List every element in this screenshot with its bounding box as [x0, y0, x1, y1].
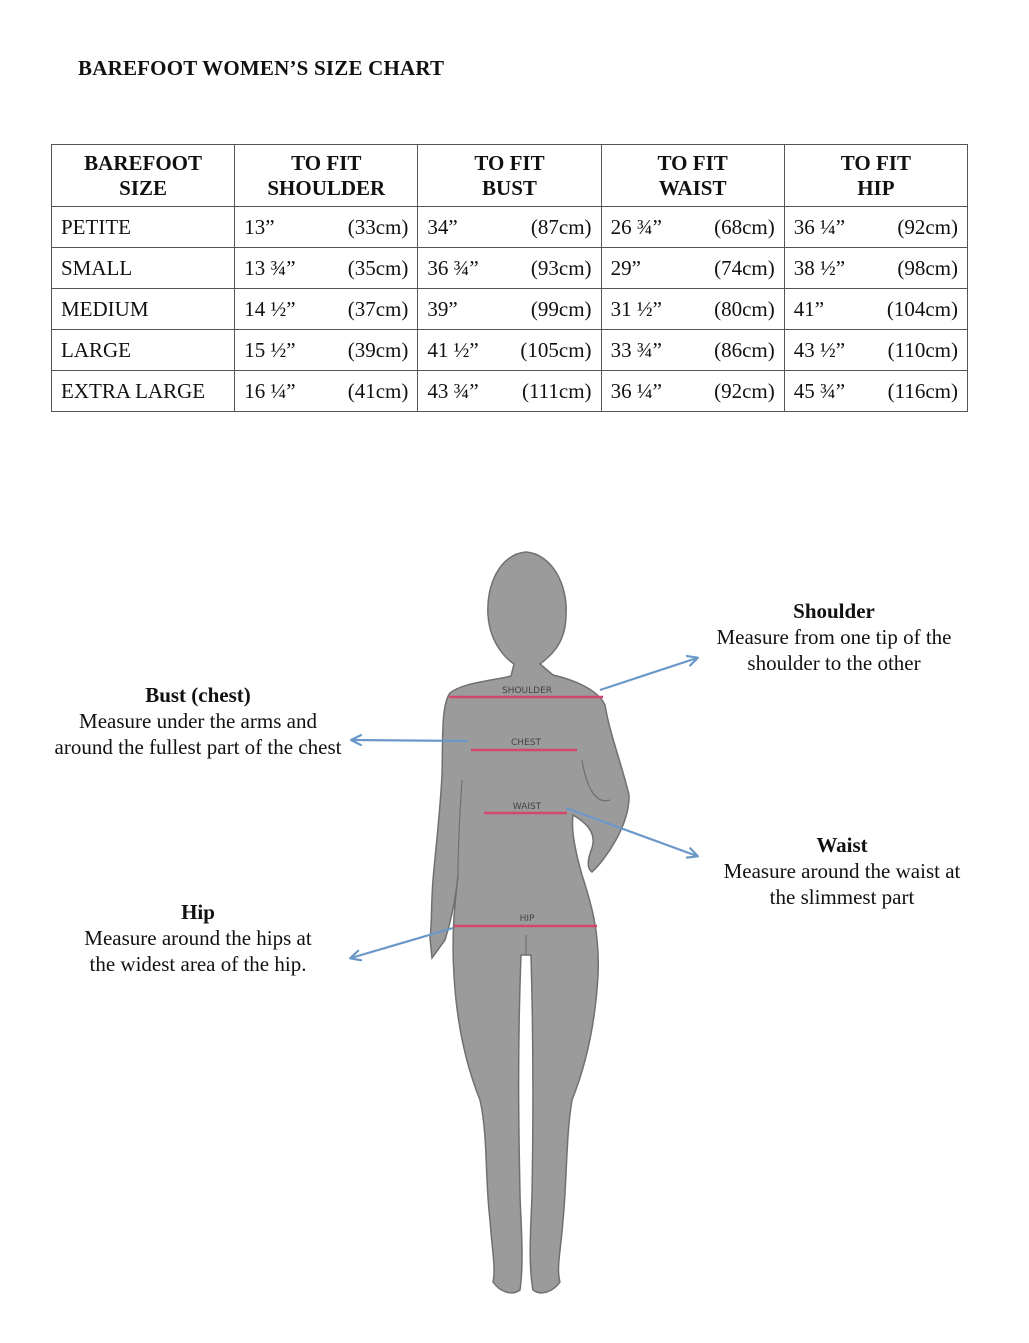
bust-note-line-1: Measure under the arms and [79, 709, 317, 733]
shoulder-note [696, 598, 972, 676]
hip-cm: (92cm) [897, 214, 958, 239]
size-label-cell: PETITE [52, 207, 235, 248]
waist-inches: 36 ¼” [610, 378, 662, 403]
waist-cm: (86cm) [714, 337, 775, 362]
shoulder-inches: 16 ¼” [244, 378, 296, 403]
header-size: BAREFOOT SIZE [52, 145, 235, 207]
shoulder-inches: 15 ½” [244, 337, 296, 362]
hip-note-line-2: the widest area of the hip. [89, 952, 307, 976]
shoulder-note-line-2: shoulder to the other [747, 651, 921, 675]
waist-cm: (74cm) [714, 255, 775, 280]
waist-inches: 29” [610, 255, 641, 280]
header-hip: TO FIT HIP [784, 145, 967, 207]
shoulder-note-line-1: Measure from one tip of the [716, 625, 952, 649]
page-title: BAREFOOT WOMEN’S SIZE CHART [78, 56, 445, 80]
waist-note-line-2: the slimmest part [769, 885, 915, 909]
hip-note [58, 899, 338, 977]
bust-note [38, 682, 358, 760]
bust-inches: 36 ¾” [427, 255, 479, 280]
bust-inches: 39” [427, 296, 458, 321]
waist-cm: (92cm) [714, 378, 775, 403]
bust-arrow [352, 740, 468, 741]
hip-cm: (98cm) [897, 255, 958, 280]
hip-inches: 45 ¾” [793, 378, 846, 403]
size-label-cell: MEDIUM [52, 289, 235, 330]
header-shoulder: TO FIT SHOULDER [235, 145, 418, 207]
bust-inches: 41 ½” [427, 337, 479, 362]
header-waist: TO FIT WAIST [601, 145, 784, 207]
waist-cm: (80cm) [714, 296, 775, 321]
bust-cm: (111cm) [521, 378, 592, 403]
waist-cm: (68cm) [714, 214, 775, 239]
header-bust: TO FIT BUST [418, 145, 601, 207]
hip-note-line-1: Measure around the hips at [84, 926, 312, 950]
waist-line-label: WAIST [512, 802, 542, 812]
shoulder-cm: (37cm) [347, 296, 409, 321]
waist-note-line-1: Measure around the waist at [723, 859, 961, 883]
bust-inches: 43 ¾” [427, 378, 479, 403]
bust-cm: (93cm) [530, 255, 592, 280]
waist-note [706, 832, 978, 910]
size-label-cell: SMALL [52, 248, 235, 289]
bust-note-line-2: around the fullest part of the chest [54, 735, 342, 759]
bust-cm: (105cm) [520, 337, 592, 362]
hip-inches: 43 ½” [793, 337, 846, 362]
shoulder-inches: 13 ¾” [244, 255, 296, 280]
waist-inches: 26 ¾” [610, 214, 662, 239]
hip-cm: (104cm) [886, 296, 958, 321]
hip-line-label: HIP [519, 914, 535, 924]
size-label-cell: EXTRA LARGE [52, 371, 235, 412]
waist-arrow [566, 808, 697, 856]
shoulder-inches: 14 ½” [244, 296, 296, 321]
hip-inches: 38 ½” [793, 255, 846, 280]
shoulder-line-label: SHOULDER [501, 686, 553, 696]
shoulder-note-heading: Shoulder [793, 599, 875, 623]
hip-inches: 41” [793, 296, 825, 321]
bust-inches: 34” [427, 214, 458, 239]
hip-cm: (116cm) [887, 378, 958, 403]
chest-line-label: CHEST [511, 738, 541, 748]
shoulder-cm: (39cm) [347, 337, 409, 362]
hip-inches: 36 ¼” [793, 214, 846, 239]
waist-note-heading: Waist [816, 833, 868, 857]
shoulder-cm: (33cm) [347, 214, 409, 239]
hip-cm: (110cm) [887, 337, 958, 362]
shoulder-inches: 13” [244, 214, 275, 239]
shoulder-cm: (41cm) [347, 378, 409, 403]
size-label-cell: LARGE [52, 330, 235, 371]
bust-cm: (87cm) [530, 214, 592, 239]
shoulder-arrow [600, 658, 697, 690]
waist-inches: 33 ¾” [610, 337, 662, 362]
bust-cm: (99cm) [530, 296, 592, 321]
hip-note-heading: Hip [181, 900, 215, 924]
waist-inches: 31 ½” [610, 296, 662, 321]
bust-note-heading: Bust (chest) [145, 683, 251, 707]
shoulder-cm: (35cm) [347, 255, 409, 280]
